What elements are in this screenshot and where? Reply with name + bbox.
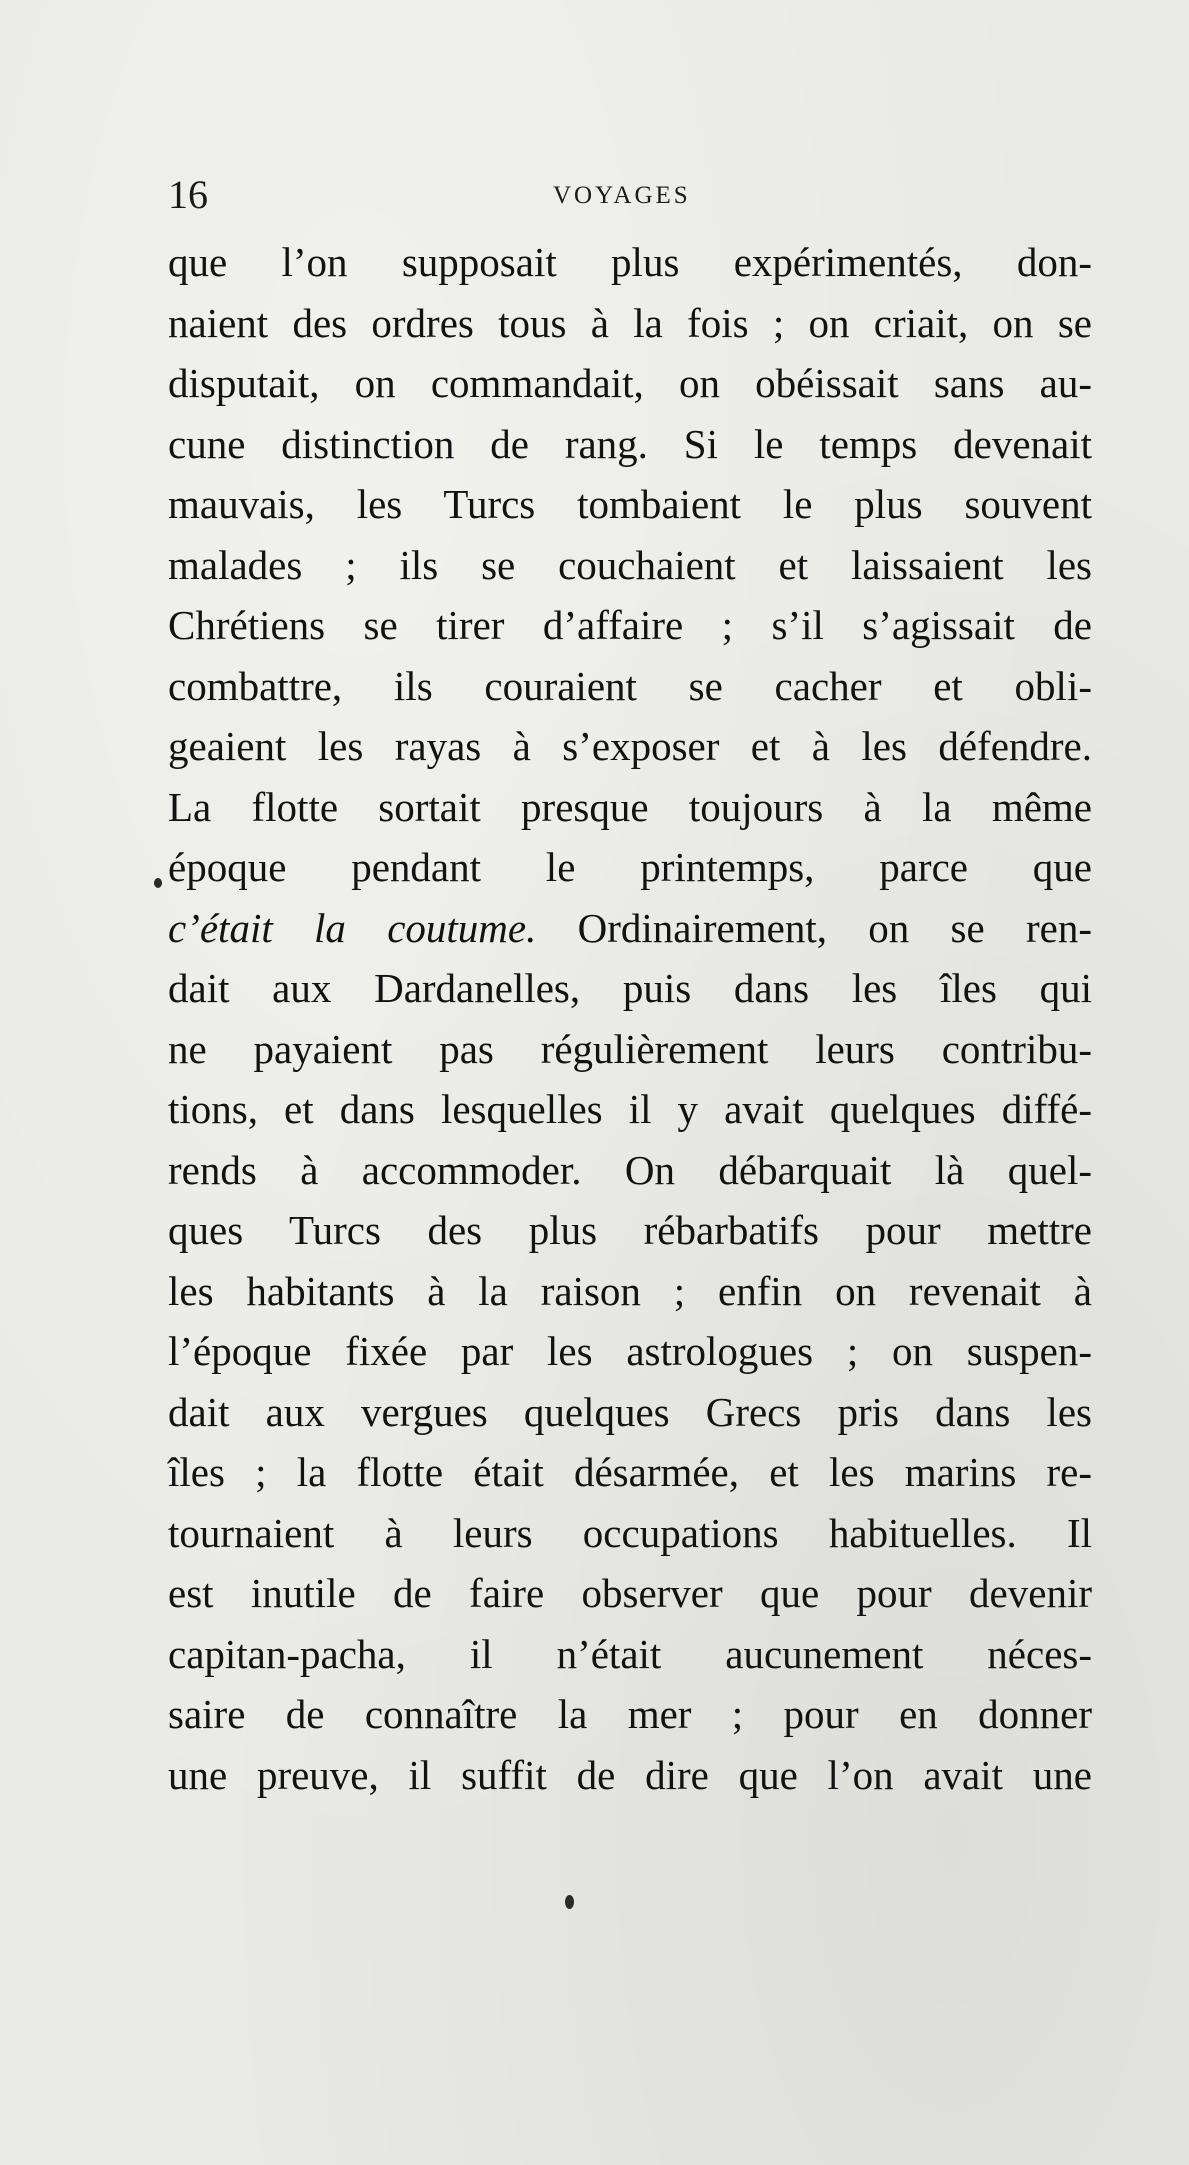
- text-line: dait aux Dardanelles, puis dans les îles qui: [168, 965, 1092, 1011]
- page-number: 16: [168, 172, 208, 217]
- text-line: ne payaient pas régulièrement leurs contribu-: [168, 1025, 1092, 1072]
- text-line: Chrétiens se tirer d’affaire ; s’il s’agissait de: [168, 602, 1092, 648]
- text-line: époque pendant le printemps, parce que: [168, 844, 1092, 890]
- running-title: VOYAGES: [553, 182, 691, 209]
- text-line: îles ; la flotte était désarmée, et les marins re-: [168, 1449, 1092, 1495]
- ink-speck: [154, 878, 162, 888]
- text-line: l’époque fixée par les astrologues ; on suspen-: [168, 1328, 1092, 1374]
- text-line: rends à accommoder. On débarquait là quel-: [168, 1146, 1092, 1193]
- ink-speck: [565, 1895, 574, 1909]
- text-line: cune distinction de rang. Si le temps devenait: [168, 420, 1092, 467]
- text-line: les habitants à la raison ; enfin on revenait à: [168, 1267, 1092, 1314]
- text-line: geaient les rayas à s’exposer et à les défendre.: [168, 723, 1092, 769]
- running-head: [168, 170, 1092, 220]
- body-text: [168, 232, 1092, 1805]
- text-line: est inutile de faire observer que pour devenir: [168, 1570, 1092, 1616]
- text-line: tournaient à leurs occupations habituelles. Il: [168, 1509, 1092, 1556]
- text-line-remainder: Ordinairement, on se ren-: [577, 904, 1092, 951]
- text-line: capitan-pacha, il n’était aucunement néces-: [168, 1630, 1092, 1677]
- text-line: naient des ordres tous à la fois ; on criait, on se: [168, 299, 1092, 346]
- text-line: La flotte sortait presque toujours à la même: [168, 783, 1092, 830]
- text-line: disputait, on commandait, on obéissait sans au-: [168, 360, 1092, 406]
- text-line: une preuve, il suffit de dire que l’on avait une: [168, 1751, 1092, 1798]
- text-line: ques Turcs des plus rébarbatifs pour mettre: [168, 1207, 1092, 1253]
- italic-phrase: c’était la coutume.: [168, 904, 537, 951]
- text-line: dait aux vergues quelques Grecs pris dans les: [168, 1388, 1092, 1435]
- text-line: combattre, ils couraient se cacher et obli-: [168, 662, 1092, 709]
- text-line: saire de connaître la mer ; pour en donner: [168, 1691, 1092, 1737]
- text-line: tions, et dans lesquelles il y avait quelques diffé-: [168, 1086, 1092, 1132]
- text-line-mixed: [168, 898, 1092, 959]
- text-line: mauvais, les Turcs tombaient le plus souvent: [168, 481, 1092, 527]
- text-line: malades ; ils se couchaient et laissaient les: [168, 541, 1092, 588]
- text-line: que l’on supposait plus expérimentés, don-: [168, 239, 1092, 285]
